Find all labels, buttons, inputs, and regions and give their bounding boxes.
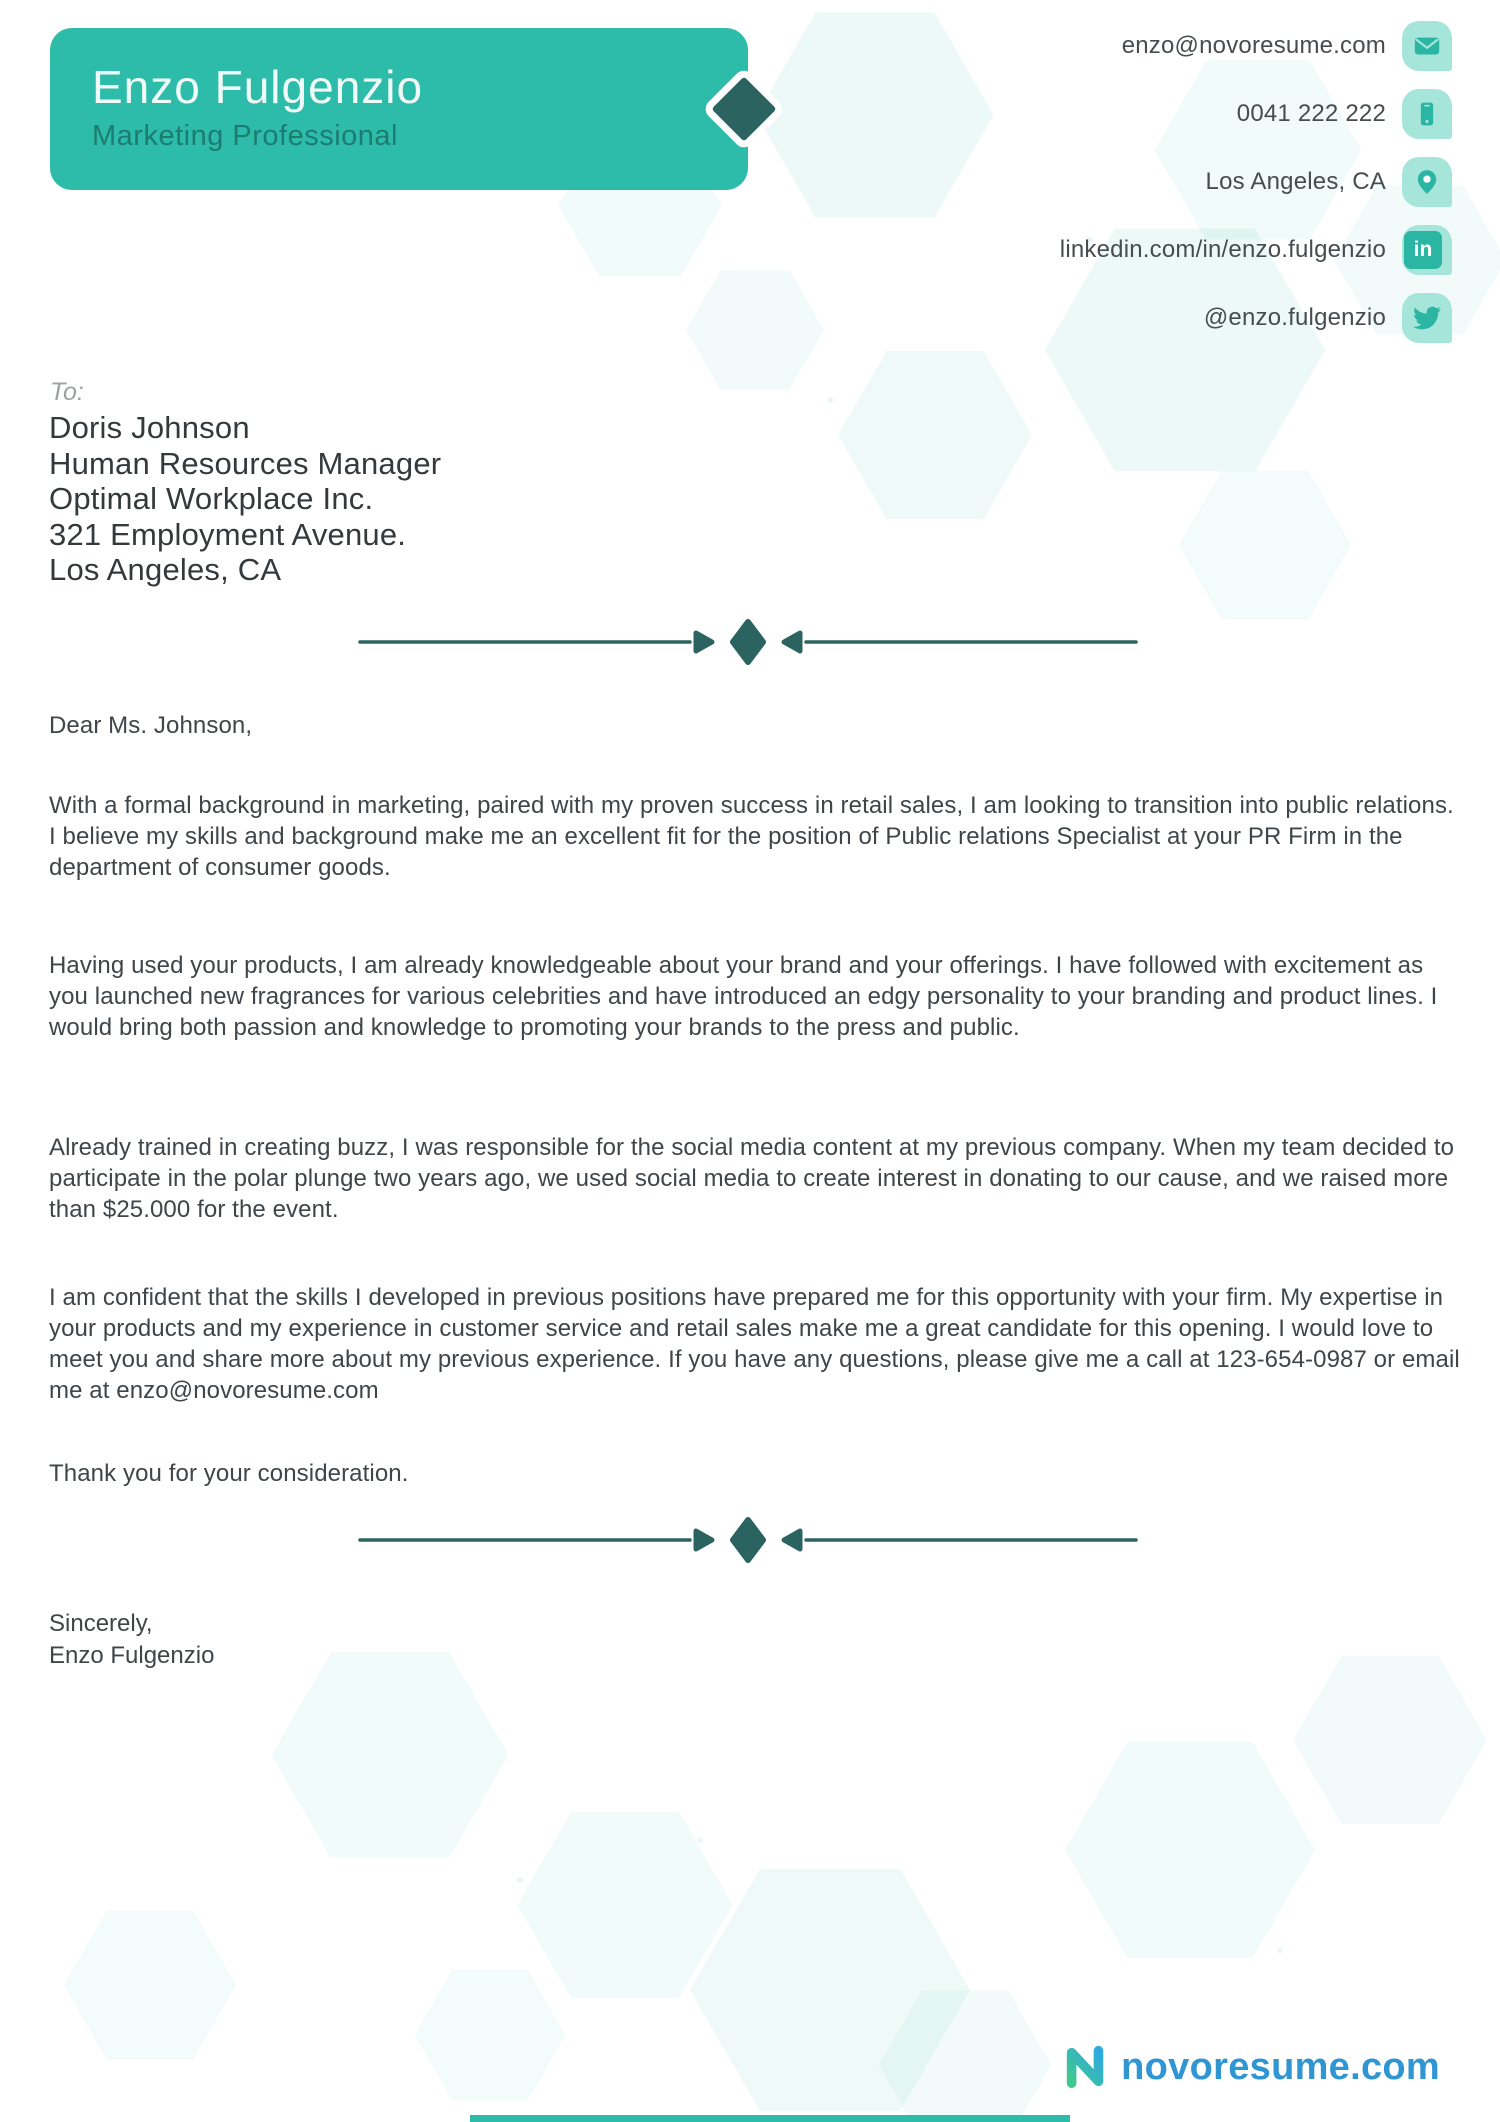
recipient-company: Optimal Workplace Inc. — [49, 481, 374, 516]
letter-paragraph-3: Already trained in creating buzz, I was responsible for the social media content at my previous company. When my team decided to participate in the polar plunge two years ago, we used social media to create interest in donating to our cause, and we raised more than $25.000 for the event. — [49, 1134, 1455, 1223]
letter-paragraph-2: Having used your products, I am already knowledgeable about your brand and your offerings. I have followed with excitement as you launched new fragrances for various celebrities and have introduced an edgy personality to your branding and product lines. I would bring both passion and knowledge to promoting your brands to the press and public. — [49, 952, 1438, 1041]
recipient-block — [49, 410, 441, 588]
contact-list — [1060, 21, 1452, 343]
recipient-role: Human Resources Manager — [49, 445, 442, 481]
phone-icon[interactable] — [1402, 89, 1452, 139]
brand-logo[interactable] — [1063, 2044, 1440, 2090]
contact-phone-text: 0041 222 222 — [1236, 100, 1386, 127]
section-divider-top — [356, 618, 1140, 666]
recipient-street: 321 Employment Avenue. — [49, 516, 407, 552]
recipient-city: Los Angeles, CA — [49, 552, 282, 587]
brand-text: novoresume.com — [1121, 2045, 1440, 2088]
letter-paragraph-4: I am confident that the skills I developed in previous positions have prepared me for this opportunity with your firm. My expertise in your products and my experience in customer service and retail sales make me a great candidate for this opening. I would love to meet you and share more about my previous experience. If you have any questions, please give me a call at 123-654-0987 or email me at enzo@novoresume.com — [49, 1284, 1460, 1404]
contact-linkedin[interactable] — [1060, 225, 1452, 275]
signoff-block — [49, 1608, 214, 1671]
contact-linkedin-text: linkedin.com/in/enzo.fulgenzio — [1059, 236, 1386, 263]
mail-icon[interactable] — [1402, 21, 1452, 71]
contact-twitter-text: @enzo.fulgenzio — [1203, 304, 1386, 331]
contact-location-text: Los Angeles, CA — [1205, 168, 1386, 195]
contact-twitter[interactable] — [1204, 293, 1452, 343]
person-name: Enzo Fulgenzio — [92, 61, 424, 113]
linkedin-icon[interactable] — [1402, 225, 1452, 275]
recipient-label: To: — [50, 378, 84, 406]
salutation: Dear Ms. Johnson, — [49, 712, 253, 739]
recipient-name: Doris Johnson — [49, 410, 250, 445]
contact-location — [1206, 157, 1452, 207]
contact-email[interactable] — [1122, 21, 1452, 71]
bottom-accent-bar — [470, 2115, 1070, 2122]
letter-paragraph-1: With a formal background in marketing, paired with my proven success in retail sales, I am looking to transition into public relations. I believe my skills and background make me an excellent fit for the position of Public relations Specialist at your PR Firm in the department of consumer goods. — [49, 792, 1454, 881]
location-pin-icon — [1402, 157, 1452, 207]
signature-name: Enzo Fulgenzio — [49, 1641, 215, 1669]
contact-email-text: enzo@novoresume.com — [1121, 32, 1386, 59]
section-divider-bottom — [356, 1516, 1140, 1564]
person-title: Marketing Professional — [92, 120, 398, 152]
linkedin-in-glyph: in — [1404, 231, 1442, 269]
twitter-icon[interactable] — [1402, 293, 1452, 343]
novoresume-logo-icon — [1063, 2044, 1109, 2090]
signoff: Sincerely, — [49, 1610, 153, 1637]
contact-phone[interactable] — [1237, 89, 1452, 139]
closing-line: Thank you for your consideration. — [49, 1460, 409, 1487]
header-card — [50, 28, 748, 190]
